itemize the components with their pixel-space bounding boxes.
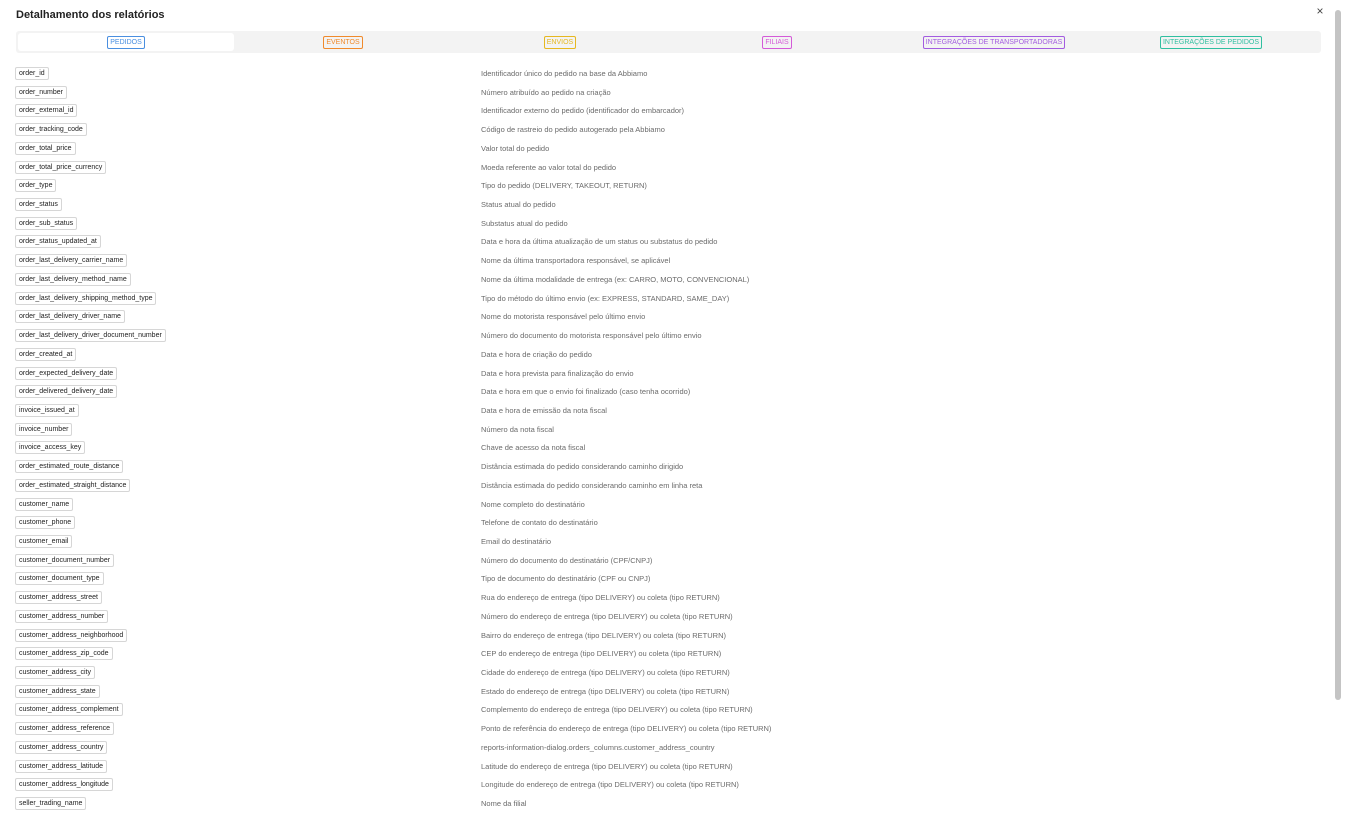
field-name-chip: customer_document_type bbox=[15, 572, 104, 585]
tab-pedidos[interactable] bbox=[18, 33, 234, 51]
field-description: Telefone de contato do destinatário bbox=[481, 518, 598, 528]
field-description: Nome completo do destinatário bbox=[481, 499, 585, 509]
field-description: Identificador único do pedido na base da Abbiamo bbox=[481, 69, 648, 78]
field-description: Código de rastreio do pedido autogerado pela Abbiamo bbox=[481, 125, 665, 135]
field-name-chip: customer_address_state bbox=[15, 685, 100, 698]
field-name-chip: customer_address_street bbox=[15, 591, 102, 604]
list-item bbox=[0, 738, 1334, 757]
field-name-chip: invoice_number bbox=[15, 423, 72, 436]
field-description: Nome da última modalidade de entrega (ex: CARRO, MOTO, CONVENCIONAL) bbox=[481, 274, 750, 284]
field-description: Data e hora de criação do pedido bbox=[481, 349, 592, 359]
field-name-chip: customer_address_country bbox=[15, 741, 107, 754]
list-item bbox=[0, 307, 1334, 326]
list-item bbox=[0, 326, 1334, 345]
list-item bbox=[0, 495, 1334, 514]
field-description: Valor total do pedido bbox=[481, 143, 550, 153]
field-name-chip: order_estimated_straight_distance bbox=[15, 479, 130, 492]
field-name-chip: order_last_delivery_carrier_name bbox=[15, 254, 127, 267]
field-description: Data e hora em que o envio foi finalizado (caso tenha ocorrido) bbox=[481, 387, 691, 397]
list-item bbox=[0, 719, 1334, 738]
field-name-chip: order_id bbox=[15, 67, 49, 80]
field-description: Distância estimada do pedido considerando caminho dirigido bbox=[481, 462, 684, 472]
field-description: Número do documento do motorista responsável pelo último envio bbox=[481, 331, 702, 341]
field-name-chip: customer_phone bbox=[15, 516, 75, 529]
fields-list bbox=[0, 64, 1334, 813]
field-description: Número atribuído ao pedido na criação bbox=[481, 87, 611, 97]
list-item bbox=[0, 176, 1334, 195]
field-name-chip: customer_address_complement bbox=[15, 703, 123, 716]
list-item bbox=[0, 682, 1334, 701]
field-name-chip: order_expected_delivery_date bbox=[15, 367, 117, 380]
field-description: Nome do motorista responsável pelo último envio bbox=[481, 312, 646, 322]
tab-label: ENVIOS bbox=[544, 36, 576, 49]
tab-label: INTEGRAÇÕES DE PEDIDOS bbox=[1160, 36, 1262, 49]
tab-filiais[interactable] bbox=[669, 33, 885, 51]
field-name-chip: customer_address_number bbox=[15, 610, 108, 623]
list-item bbox=[0, 569, 1334, 588]
list-item bbox=[0, 382, 1334, 401]
field-name-chip: customer_address_reference bbox=[15, 722, 114, 735]
field-description: Nome da filial bbox=[481, 799, 527, 809]
list-item bbox=[0, 644, 1334, 663]
list-item bbox=[0, 513, 1334, 532]
field-name-chip: order_total_price_currency bbox=[15, 161, 106, 174]
field-description: Cidade do endereço de entrega (tipo DELIVERY) ou coleta (tipo RETURN) bbox=[481, 668, 730, 677]
field-description: Tipo de documento do destinatário (CPF ou CNPJ) bbox=[481, 574, 651, 584]
tab-eventos[interactable] bbox=[235, 33, 451, 51]
field-name-chip: order_type bbox=[15, 179, 56, 192]
tab-bar bbox=[16, 31, 1321, 53]
list-item bbox=[0, 101, 1334, 120]
field-description: Identificador externo do pedido (identificador do embarcador) bbox=[481, 106, 685, 116]
field-description: Ponto de referência do endereço de entrega (tipo DELIVERY) ou coleta (tipo RETURN) bbox=[481, 724, 772, 734]
field-name-chip: customer_address_latitude bbox=[15, 760, 107, 773]
list-item bbox=[0, 232, 1334, 251]
field-description: Número do endereço de entrega (tipo DELIVERY) ou coleta (tipo RETURN) bbox=[481, 611, 733, 621]
list-item bbox=[0, 757, 1334, 776]
field-description: Estado do endereço de entrega (tipo DELIVERY) ou coleta (tipo RETURN) bbox=[481, 686, 730, 696]
field-description: CEP do endereço de entrega (tipo DELIVERY) ou coleta (tipo RETURN) bbox=[481, 649, 722, 659]
field-description: Número da nota fiscal bbox=[481, 424, 554, 434]
field-name-chip: customer_address_longitude bbox=[15, 778, 113, 791]
tab-label: PEDIDOS bbox=[107, 36, 145, 49]
field-name-chip: order_tracking_code bbox=[15, 123, 87, 136]
list-item bbox=[0, 438, 1334, 457]
field-name-chip: order_number bbox=[15, 86, 67, 99]
list-item bbox=[0, 251, 1334, 270]
list-item bbox=[0, 64, 1334, 83]
tab-envios[interactable] bbox=[452, 33, 668, 51]
field-description: Tipo do pedido (DELIVERY, TAKEOUT, RETURN) bbox=[481, 181, 647, 191]
field-description: Moeda referente ao valor total do pedido bbox=[481, 162, 617, 172]
field-description: Data e hora prevista para finalização do envio bbox=[481, 368, 634, 378]
field-name-chip: order_created_at bbox=[15, 348, 76, 361]
field-name-chip: order_last_delivery_driver_name bbox=[15, 310, 125, 323]
list-item bbox=[0, 794, 1334, 813]
field-description: Chave de acesso da nota fiscal bbox=[481, 443, 586, 453]
field-name-chip: order_external_id bbox=[15, 104, 77, 117]
field-name-chip: order_sub_status bbox=[15, 217, 77, 230]
list-item bbox=[0, 401, 1334, 420]
field-description: Longitude do endereço de entrega (tipo DELIVERY) ou coleta (tipo RETURN) bbox=[481, 780, 739, 790]
field-name-chip: order_last_delivery_driver_document_number bbox=[15, 329, 166, 342]
field-name-chip: customer_address_zip_code bbox=[15, 647, 113, 660]
field-name-chip: order_last_delivery_shipping_method_type bbox=[15, 292, 156, 305]
field-description: Status atual do pedido bbox=[481, 200, 556, 210]
field-name-chip: order_status_updated_at bbox=[15, 235, 101, 248]
list-item bbox=[0, 476, 1334, 495]
field-description: Distância estimada do pedido considerando caminho em linha reta bbox=[481, 480, 703, 490]
field-description: Substatus atual do pedido bbox=[481, 218, 568, 228]
tab-integracoes-transportadoras[interactable] bbox=[886, 33, 1102, 51]
list-item bbox=[0, 663, 1334, 682]
field-name-chip: customer_address_neighborhood bbox=[15, 629, 127, 642]
list-item bbox=[0, 551, 1334, 570]
field-description: Nome da última transportadora responsável, se aplicável bbox=[481, 256, 671, 266]
field-name-chip: customer_email bbox=[15, 535, 72, 548]
list-item bbox=[0, 607, 1334, 626]
list-item bbox=[0, 158, 1334, 177]
list-item bbox=[0, 139, 1334, 158]
tab-label: FILIAIS bbox=[762, 36, 791, 49]
list-item bbox=[0, 457, 1334, 476]
list-item bbox=[0, 588, 1334, 607]
list-item bbox=[0, 270, 1334, 289]
field-name-chip: order_last_delivery_method_name bbox=[15, 273, 131, 286]
field-description: Latitude do endereço de entrega (tipo DELIVERY) ou coleta (tipo RETURN) bbox=[481, 761, 733, 771]
field-description: Complemento do endereço de entrega (tipo DELIVERY) ou coleta (tipo RETURN) bbox=[481, 705, 753, 715]
field-name-chip: customer_document_number bbox=[15, 554, 114, 567]
field-name-chip: invoice_issued_at bbox=[15, 404, 79, 417]
field-description: reports-information-dialog.orders_columns.customer_address_country bbox=[481, 742, 715, 752]
list-item bbox=[0, 345, 1334, 364]
list-item bbox=[0, 214, 1334, 233]
field-name-chip: customer_name bbox=[15, 498, 73, 511]
field-name-chip: customer_address_city bbox=[15, 666, 95, 679]
field-description: Email do destinatário bbox=[481, 536, 552, 546]
scrollbar[interactable] bbox=[1335, 10, 1341, 700]
list-item bbox=[0, 120, 1334, 139]
field-name-chip: order_estimated_route_distance bbox=[15, 460, 123, 473]
dialog-title: Detalhamento dos relatórios bbox=[16, 9, 165, 21]
list-item bbox=[0, 626, 1334, 645]
list-item bbox=[0, 775, 1334, 794]
list-item bbox=[0, 532, 1334, 551]
field-description: Tipo do método do último envio (ex: EXPRESS, STANDARD, SAME_DAY) bbox=[481, 293, 730, 303]
list-item bbox=[0, 420, 1334, 439]
list-item bbox=[0, 364, 1334, 383]
tab-integracoes-pedidos[interactable] bbox=[1103, 33, 1319, 51]
tab-label: EVENTOS bbox=[323, 36, 362, 49]
field-description: Data e hora da última atualização de um status ou substatus do pedido bbox=[481, 237, 718, 247]
field-description: Número do documento do destinatário (CPF/CNPJ) bbox=[481, 555, 653, 565]
field-name-chip: order_delivered_delivery_date bbox=[15, 385, 117, 398]
field-description: Bairro do endereço de entrega (tipo DELIVERY) ou coleta (tipo RETURN) bbox=[481, 630, 726, 640]
list-item bbox=[0, 195, 1334, 214]
field-name-chip: seller_trading_name bbox=[15, 797, 86, 810]
list-item bbox=[0, 83, 1334, 102]
close-icon[interactable]: × bbox=[1316, 4, 1324, 18]
list-item bbox=[0, 700, 1334, 719]
tab-label: INTEGRAÇÕES DE TRANSPORTADORAS bbox=[923, 36, 1066, 49]
field-description: Rua do endereço de entrega (tipo DELIVERY) ou coleta (tipo RETURN) bbox=[481, 593, 720, 603]
field-name-chip: invoice_access_key bbox=[15, 441, 85, 454]
list-item bbox=[0, 289, 1334, 308]
field-name-chip: order_status bbox=[15, 198, 62, 211]
field-description: Data e hora de emissão da nota fiscal bbox=[481, 405, 607, 415]
field-name-chip: order_total_price bbox=[15, 142, 76, 155]
